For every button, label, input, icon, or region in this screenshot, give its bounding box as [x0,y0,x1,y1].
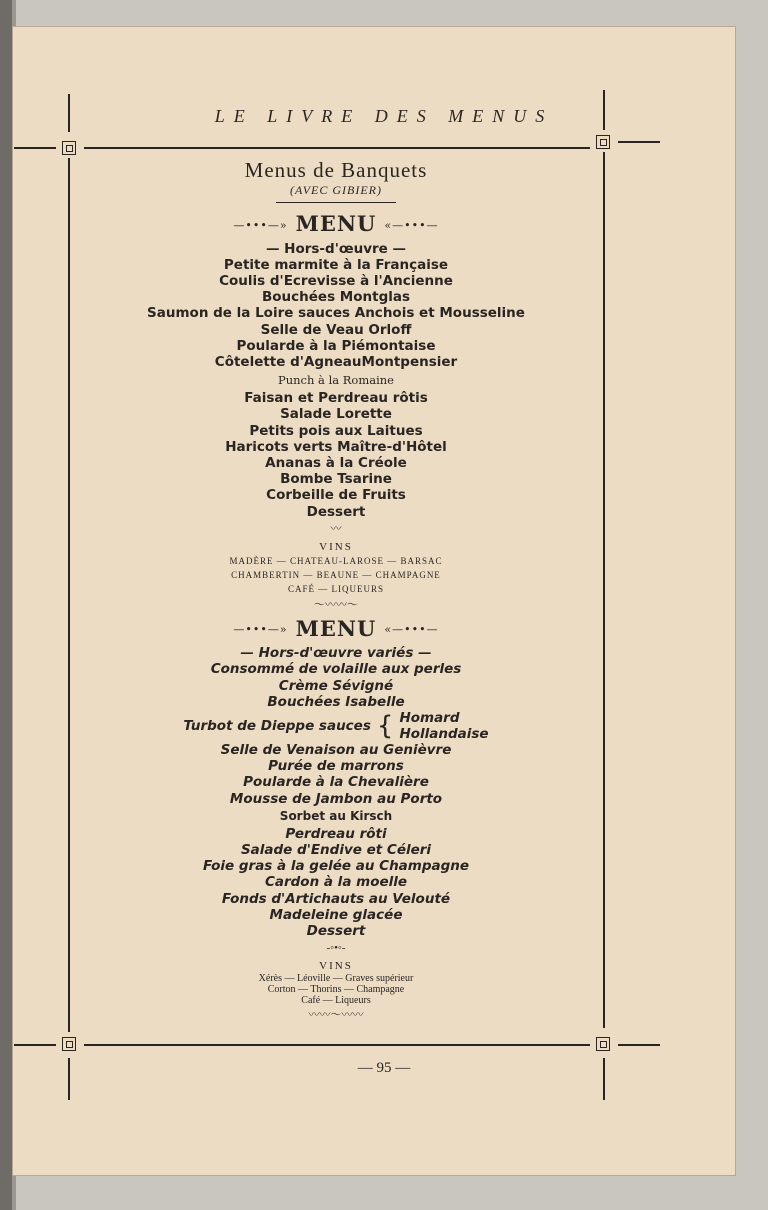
page-title: Menus de Banquets [244,158,428,182]
menu-item: Poularde à la Piémontaise [236,337,436,354]
turbot-option: Homard [399,710,460,727]
menu-item: Crème Sévigné [278,677,394,694]
frame-top-rule [618,141,660,143]
vins-line: CAFÉ — LIQUEURS [287,583,384,594]
menu-item: Salade d'Endive et Céleri [240,842,432,859]
frame-top-rule [14,147,56,149]
menu-interlude: Punch à la Romaine [278,373,394,388]
menu-heading-text: MENU [295,615,377,641]
menu-item-turbot [70,710,602,742]
flourish-right-icon: «—•••— [384,623,439,637]
menu-item: Dessert [306,503,366,520]
wave-ornament-icon: 〰〰～〰〰 [308,1009,364,1022]
page-subtitle: (AVEC GIBIER) [289,183,383,197]
vins-line: CHAMBERTIN — BEAUNE — CHAMPAGNE [231,569,441,580]
menu-item: Perdreau rôti [285,825,387,842]
vins-line: Café — Liqueurs [301,995,371,1007]
menu-item: Consommé de volaille aux perles [210,661,462,678]
menu-heading-text: MENU [295,211,377,236]
brace-icon: { [376,711,394,742]
frame-bottom-rule [618,1044,660,1046]
menu-item: Poularde à la Chevalière [243,774,429,791]
page-number: — 95 — [357,1060,411,1076]
menu-item: Saumon de la Loire sauces Anchois et Mousseline [147,305,525,322]
flourish-right-icon: «—•••— [384,218,439,232]
vins-line: Xérès — Léoville — Graves supérieur [258,973,414,985]
menu-item: Coulis d'Ecrevisse à l'Ancienne [219,272,453,289]
menu-item: — Hors-d'œuvre — [265,240,407,257]
tilde-ornament-icon: 〰 [330,522,342,535]
corner-ornament-icon [596,135,610,149]
menu-item: Petite marmite à la Française [223,256,449,273]
vins-title: VINS [319,960,353,973]
vins-title: VINS [319,540,353,553]
menu-item: Fonds d'Artichauts au Velouté [221,890,451,907]
frame-top-rule [84,147,590,149]
menu-heading [70,211,602,239]
vins-line: MADÈRE — CHATEAU-LAROSE — BARSAC [229,555,443,566]
frame-bottom-rule [84,1044,590,1046]
menu-item: Côtelette d'AgneauMontpensier [214,353,458,370]
dot-ornament-icon: -◦•◦- [326,942,346,955]
flourish-left-icon: —•••—» [233,218,288,232]
menu-item: Selle de Venaison au Genièvre [220,742,452,759]
flourish-left-icon: —•••—» [233,623,288,637]
wave-ornament-icon: ～〰〰～ [314,598,358,611]
menu-item: Purée de marrons [268,758,404,775]
menu-interlude: Sorbet au Kirsch [279,808,393,823]
running-head: LE LIVRE DES MENUS [214,106,554,126]
menu-item: Bouchées Montglas [261,289,411,306]
menu-item: Corbeille de Fruits [266,487,406,504]
menu-item: Madeleine glacée [269,906,403,923]
corner-ornament-icon [62,1037,76,1051]
frame-right-rule [603,152,605,1028]
menu-heading [70,616,602,644]
menu-item: Ananas à la Créole [265,454,407,471]
menu-content [70,158,602,1024]
corner-ornament-icon [62,141,76,155]
menu-item: Dessert [306,923,366,940]
menu-item: Selle de Veau Orloff [260,321,412,338]
menu-item: Faisan et Perdreau rôtis [244,390,428,407]
menu-item: Foie gras à la gelée au Champagne [202,858,470,875]
menu-item: — Hors-d'œuvre variés — [240,645,432,662]
menu-item: Mousse de Jambon au Porto [229,790,443,807]
turbot-option: Hollandaise [399,726,489,743]
corner-ornament-icon [596,1037,610,1051]
turbot-group [183,710,488,742]
vins-line: Corton — Thorins — Champagne [267,984,405,996]
menu-item: Salade Lorette [280,406,392,423]
title-divider [276,202,396,203]
turbot-options [399,710,488,742]
menu-item: Bombe Tsarine [280,471,392,488]
frame-right-rule [603,90,605,130]
book-spine [0,0,12,1210]
turbot-label: Turbot de Dieppe sauces [183,717,371,734]
menu-item: Haricots verts Maître-d'Hôtel [225,438,447,455]
frame-left-rule [68,94,70,132]
menu-item: Petits pois aux Laitues [249,422,423,439]
frame-bottom-rule [14,1044,56,1046]
menu-item: Bouchées Isabelle [267,693,405,710]
menu-item: Cardon à la moelle [264,874,408,891]
